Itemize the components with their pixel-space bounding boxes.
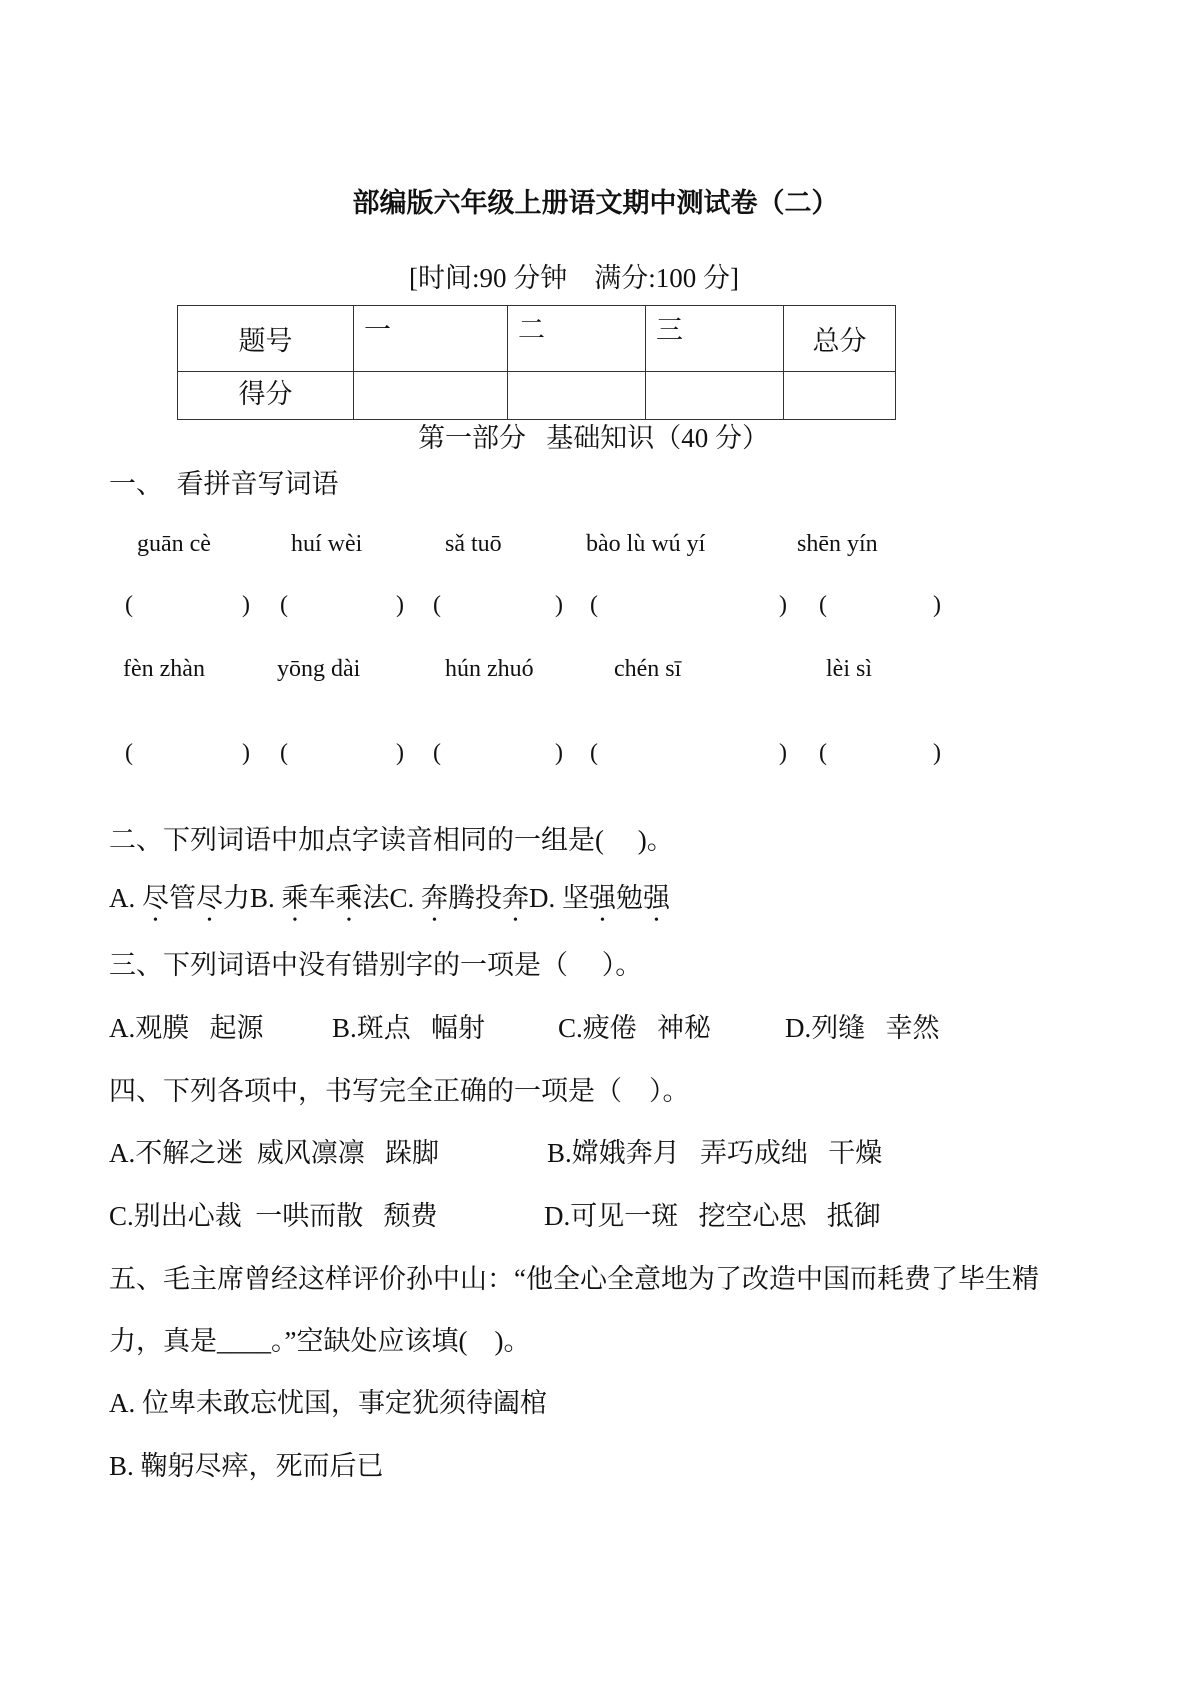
pinyin-item: hún zhuó (445, 656, 534, 682)
exam-info: [时间:90 分钟 满分:100 分] (409, 263, 739, 293)
q3-option-d[interactable]: D.列缝 幸然 (785, 1013, 940, 1043)
score-cell[interactable] (508, 372, 646, 420)
answer-paren-close: ) (555, 592, 563, 618)
q1-title: 一、 看拼音写词语 (109, 469, 339, 499)
answer-paren-open: ( (590, 740, 598, 766)
pinyin-item: yōng dài (277, 656, 361, 682)
score-table-header-cell: 总分 (784, 306, 896, 372)
char: 管 (169, 883, 196, 913)
dotted-char: 奔 (502, 883, 530, 913)
answer-paren-open: ( (280, 592, 288, 618)
q5-option-a[interactable]: A. 位卑未敢忘忧国，事定犹须待阖棺 (109, 1388, 547, 1418)
q3-option-a[interactable]: A.观膜 起源 (109, 1013, 264, 1043)
q2-options (109, 881, 670, 928)
answer-blank[interactable] (141, 588, 238, 622)
char: 法 (362, 883, 390, 913)
score-cell[interactable] (784, 372, 896, 420)
answer-blank[interactable] (606, 736, 775, 770)
q2-option-label: D. (529, 883, 563, 913)
answer-paren-open: ( (590, 592, 598, 618)
q4-option-d[interactable]: D.可见一斑 挖空心思 抵御 (544, 1201, 881, 1231)
answer-paren-open: ( (280, 740, 288, 766)
q4-option-a[interactable]: A.不解之迷 威风凛凛 跺脚 (109, 1138, 439, 1168)
answer-paren-open: ( (125, 740, 133, 766)
answer-paren-close: ) (779, 740, 787, 766)
q5-line1: 五、毛主席曾经这样评价孙中山：“他全心全意地为了改造中国而耗费了毕生精 (109, 1264, 1039, 1294)
q2-option-label: C. (389, 883, 422, 913)
q5-line2: 力，真是____。”空缺处应该填( )。 (109, 1326, 531, 1356)
title-text: 部编版六年级上册语文期中测试卷（二） (352, 188, 839, 218)
answer-blank[interactable] (449, 588, 551, 622)
char: 力 (223, 883, 250, 913)
pinyin-item: huí wèi (291, 531, 363, 557)
q2-option-label: B. (250, 883, 282, 913)
char: 坚 (562, 883, 590, 913)
q2-option-label: A. (109, 883, 142, 913)
dotted-char: 强 (643, 883, 671, 913)
score-table-header-cell: 题号 (178, 306, 354, 372)
pinyin-item: lèi sì (826, 656, 872, 682)
pinyin-item: bào lù wú yí (586, 531, 706, 557)
page-title (0, 186, 1191, 220)
answer-paren-close: ) (396, 592, 404, 618)
dotted-char: 尽 (196, 883, 223, 913)
char: 腾 (448, 883, 476, 913)
q3-option-b[interactable]: B.斑点 幅射 (332, 1013, 486, 1043)
dotted-char: 强 (589, 883, 617, 913)
q2-option[interactable] (390, 883, 530, 913)
answer-paren-close: ) (242, 592, 250, 618)
char: 勉 (616, 883, 644, 913)
q2-option[interactable] (109, 883, 250, 913)
score-table-header-cell: 二 (508, 306, 646, 372)
answer-paren-open: ( (125, 592, 133, 618)
dotted-char: 乘 (281, 883, 309, 913)
score-table (177, 305, 896, 420)
pinyin-item: guān cè (137, 531, 211, 557)
answer-paren-close: ) (933, 592, 941, 618)
dotted-char: 尽 (142, 883, 169, 913)
q4-option-c[interactable]: C.别出心裁 一哄而散 颓费 (109, 1201, 438, 1231)
score-cell[interactable] (354, 372, 508, 420)
char: 车 (308, 883, 336, 913)
dotted-char: 奔 (421, 883, 449, 913)
q2-title: 二、下列词语中加点字读音相同的一组是( )。 (109, 825, 674, 855)
answer-paren-open: ( (433, 592, 441, 618)
answer-paren-close: ) (242, 740, 250, 766)
answer-blank[interactable] (296, 736, 392, 770)
answer-paren-close: ) (555, 740, 563, 766)
q2-option[interactable] (529, 883, 670, 913)
answer-blank[interactable] (296, 588, 392, 622)
answer-blank[interactable] (835, 736, 929, 770)
answer-blank[interactable] (141, 736, 238, 770)
answer-paren-open: ( (433, 740, 441, 766)
char: 投 (475, 883, 503, 913)
score-cell[interactable] (646, 372, 784, 420)
q3-title: 三、下列词语中没有错别字的一项是（ ）。 (109, 950, 643, 980)
score-table-header-cell: 一 (354, 306, 508, 372)
q4-title: 四、下列各项中，书写完全正确的一项是（ ）。 (109, 1076, 690, 1106)
score-row-label: 得分 (178, 372, 354, 420)
q2-option[interactable] (250, 883, 390, 913)
q5-option-b[interactable]: B. 鞠躬尽瘁，死而后已 (109, 1451, 384, 1481)
answer-paren-close: ) (396, 740, 404, 766)
q4-option-b[interactable]: B.嫦娥奔月 弄巧成绌 干燥 (547, 1138, 883, 1168)
answer-blank[interactable] (835, 588, 929, 622)
pinyin-item: fèn zhàn (123, 656, 205, 682)
part1-heading: 第一部分 基础知识（40 分） (418, 423, 769, 453)
pinyin-item: sǎ tuō (445, 531, 502, 557)
pinyin-item: chén sī (614, 656, 682, 682)
answer-paren-close: ) (779, 592, 787, 618)
pinyin-item: shēn yín (797, 531, 878, 557)
answer-paren-open: ( (819, 740, 827, 766)
answer-blank[interactable] (606, 588, 775, 622)
answer-paren-open: ( (819, 592, 827, 618)
answer-blank[interactable] (449, 736, 551, 770)
dotted-char: 乘 (335, 883, 363, 913)
score-table-header-cell: 三 (646, 306, 784, 372)
answer-paren-close: ) (933, 740, 941, 766)
q3-option-c[interactable]: C.疲倦 神秘 (558, 1013, 712, 1043)
